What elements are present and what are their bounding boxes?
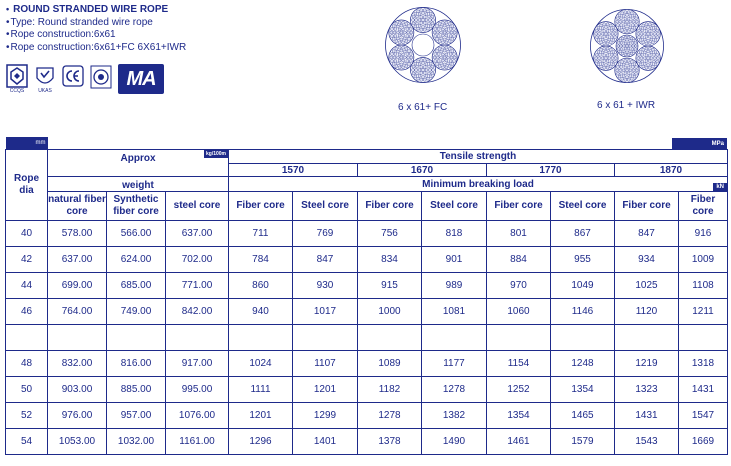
table-cell: 685.00 (107, 273, 166, 299)
col-1670-fiber: Fiber core (358, 192, 422, 221)
table-cell: 566.00 (107, 221, 166, 247)
table-cell: 637.00 (48, 247, 107, 273)
table-cell: 578.00 (48, 221, 107, 247)
info-construction-variants: • Rope construction:6x61+FC 6X61+IWR (6, 42, 366, 55)
table-cell: 1201 (229, 403, 293, 429)
table-cell: 1076.00 (166, 403, 229, 429)
table-cell: 1120 (615, 299, 679, 325)
table-cell: 832.00 (48, 351, 107, 377)
table-cell: 1182 (358, 377, 422, 403)
product-title: • ROUND STRANDED WIRE ROPE (6, 3, 366, 17)
table-cell: 818 (422, 221, 487, 247)
col-1770-fiber: Fiber core (487, 192, 551, 221)
approx-label: Approx (120, 153, 156, 164)
table-row (6, 273, 728, 299)
unit-mm: mm (6, 137, 48, 150)
table-row (6, 351, 728, 377)
table-cell: 1211 (679, 299, 728, 325)
table-cell (487, 325, 551, 351)
table-cell: 930 (293, 273, 358, 299)
table-cell: 1154 (487, 351, 551, 377)
unit-kn: kN (713, 183, 727, 191)
table-cell: 1201 (293, 377, 358, 403)
table-cell: 1024 (229, 351, 293, 377)
table-cell: 1252 (487, 377, 551, 403)
table-cell: 955 (551, 247, 615, 273)
rope-dia-cell (6, 325, 48, 351)
table-cell: 940 (229, 299, 293, 325)
approx-header (48, 150, 229, 177)
table-cell: 1000 (358, 299, 422, 325)
ukas-caption: UKAS (38, 88, 52, 94)
table-cell: 1032.00 (107, 429, 166, 455)
seal-logo (90, 64, 112, 96)
table-cell: 884 (487, 247, 551, 273)
table-cell: 816.00 (107, 351, 166, 377)
info-type: • Type: Round stranded wire rope (6, 17, 366, 30)
table-cell: 1161.00 (166, 429, 229, 455)
rope-iwr-caption: 6 x 61 + IWR (597, 100, 656, 111)
table-cell: 1354 (487, 403, 551, 429)
tensile-strength-header (229, 141, 728, 164)
table-cell: 749.00 (107, 299, 166, 325)
table-cell: 1378 (358, 429, 422, 455)
tensile-strength-label: Tensile strength (439, 151, 517, 162)
table-cell: 769 (293, 221, 358, 247)
weight-header: weight (48, 177, 229, 192)
table-cell: 1490 (422, 429, 487, 455)
rope-dia-cell: 42 (6, 247, 48, 273)
table-cell: 1053.00 (48, 429, 107, 455)
table-cell: 756 (358, 221, 422, 247)
table-cell: 1318 (679, 351, 728, 377)
table-cell: 1547 (679, 403, 728, 429)
unit-kg: kg/100m (205, 151, 226, 157)
table-cell: 764.00 (48, 299, 107, 325)
ukas-logo (34, 64, 56, 96)
table-cell: 1081 (422, 299, 487, 325)
rope-dia-cell: 46 (6, 299, 48, 325)
col-1870-fiber: Fiber core (615, 192, 679, 221)
table-row (6, 247, 728, 273)
product-info (6, 3, 366, 54)
col-synthetic-fiber-core: Synthetic fiber core (107, 192, 166, 221)
seal-icon (90, 64, 112, 90)
table-cell: 957.00 (107, 403, 166, 429)
grade-1770: 1770 (487, 164, 615, 177)
rope-dia-cell: 54 (6, 429, 48, 455)
table-cell: 1009 (679, 247, 728, 273)
table-cell: 1111 (229, 377, 293, 403)
table-row (6, 221, 728, 247)
table-cell: 1401 (293, 429, 358, 455)
rope-spec-table (5, 137, 727, 455)
table-cell (293, 325, 358, 351)
rope-dia-cell: 52 (6, 403, 48, 429)
table-cell: 1669 (679, 429, 728, 455)
table-cell: 1108 (679, 273, 728, 299)
table-cell: 1323 (615, 377, 679, 403)
min-breaking-load-header (229, 177, 728, 192)
table-cell: 1049 (551, 273, 615, 299)
table-cell: 842.00 (166, 299, 229, 325)
col-1570-steel: Steel core (293, 192, 358, 221)
table-cell: 1025 (615, 273, 679, 299)
unit-mpa: MPa (672, 138, 727, 150)
ce-logo (62, 64, 84, 96)
rope-diagram-iwr (589, 8, 665, 84)
info-construction: • Rope construction:6x61 (6, 29, 366, 42)
table-cell: 901 (422, 247, 487, 273)
table-cell: 1017 (293, 299, 358, 325)
table-cell: 885.00 (107, 377, 166, 403)
table-cell: 1278 (422, 377, 487, 403)
rope-dia-label: Rope dia (14, 173, 39, 196)
table-cell: 771.00 (166, 273, 229, 299)
table-cell: 1354 (551, 377, 615, 403)
ccqs-caption: CCQS (9, 88, 25, 94)
rope-dia-cell: 50 (6, 377, 48, 403)
col-1870-fiber-2-label: Fiber core (690, 194, 716, 217)
table-cell: 970 (487, 273, 551, 299)
table-cell (48, 325, 107, 351)
table-spacer-row (6, 325, 728, 351)
table-row (6, 403, 728, 429)
certification-logos (6, 64, 164, 98)
table-cell: 1146 (551, 299, 615, 325)
ccqs-icon (6, 64, 28, 88)
col-natural-fiber-core: natural fiber core (48, 192, 107, 221)
table-cell: 847 (293, 247, 358, 273)
table-cell: 1107 (293, 351, 358, 377)
rope-dia-cell: 48 (6, 351, 48, 377)
table-cell (422, 325, 487, 351)
grade-1870: 1870 (615, 164, 728, 177)
col-1570-fiber: Fiber core (229, 192, 293, 221)
ce-mark-icon (62, 64, 84, 88)
table-cell: 1248 (551, 351, 615, 377)
table-cell: 867 (551, 221, 615, 247)
table-cell (229, 325, 293, 351)
table-cell: 1296 (229, 429, 293, 455)
table-cell: 1461 (487, 429, 551, 455)
table-row (6, 429, 728, 455)
table-cell: 1177 (422, 351, 487, 377)
rope-iwr-cross-section-icon (589, 8, 665, 84)
rope-fc-cross-section-icon (384, 6, 462, 84)
ccqs-logo (6, 64, 28, 96)
rope-dia-cell: 40 (6, 221, 48, 247)
table-row (6, 299, 728, 325)
table-cell: 1219 (615, 351, 679, 377)
table-cell: 699.00 (48, 273, 107, 299)
rope-dia-header (6, 150, 48, 221)
table-cell: 1431 (679, 377, 728, 403)
table-cell: 976.00 (48, 403, 107, 429)
table-cell: 834 (358, 247, 422, 273)
table-cell: 847 (615, 221, 679, 247)
table-cell: 1278 (358, 403, 422, 429)
table-cell: 860 (229, 273, 293, 299)
table-cell: 1060 (487, 299, 551, 325)
grade-1570: 1570 (229, 164, 358, 177)
table-cell (166, 325, 229, 351)
col-1770-steel: Steel core (551, 192, 615, 221)
table-cell: 1465 (551, 403, 615, 429)
spec-table-body (6, 221, 728, 455)
table-cell: 624.00 (107, 247, 166, 273)
table-cell: 711 (229, 221, 293, 247)
table-cell: 1543 (615, 429, 679, 455)
table-cell (358, 325, 422, 351)
table-cell: 801 (487, 221, 551, 247)
table-cell: 702.00 (166, 247, 229, 273)
col-steel-core-weight: steel core (166, 192, 229, 221)
rope-diagram-fc (384, 6, 462, 84)
table-cell (615, 325, 679, 351)
table-cell: 1382 (422, 403, 487, 429)
table-cell: 1431 (615, 403, 679, 429)
table-cell: 917.00 (166, 351, 229, 377)
grade-1670: 1670 (358, 164, 487, 177)
min-breaking-load-label: Minimum breaking load (422, 178, 534, 190)
spec-table (5, 137, 728, 455)
rope-fc-caption: 6 x 61+ FC (398, 102, 448, 113)
table-cell: 934 (615, 247, 679, 273)
table-cell: 903.00 (48, 377, 107, 403)
table-cell: 915 (358, 273, 422, 299)
ukas-crown-icon (34, 64, 56, 88)
table-cell (107, 325, 166, 351)
table-cell: 1579 (551, 429, 615, 455)
table-row (6, 377, 728, 403)
table-cell: 989 (422, 273, 487, 299)
table-cell: 1089 (358, 351, 422, 377)
col-1870-fiber-2 (679, 184, 728, 221)
col-1670-steel: Steel core (422, 192, 487, 221)
table-cell: 637.00 (166, 221, 229, 247)
table-cell: 995.00 (166, 377, 229, 403)
rope-dia-cell: 44 (6, 273, 48, 299)
table-cell: 1299 (293, 403, 358, 429)
table-cell: 916 (679, 221, 728, 247)
table-cell: 784 (229, 247, 293, 273)
table-cell (679, 325, 728, 351)
ma-logo: MA (118, 64, 164, 94)
table-cell (551, 325, 615, 351)
